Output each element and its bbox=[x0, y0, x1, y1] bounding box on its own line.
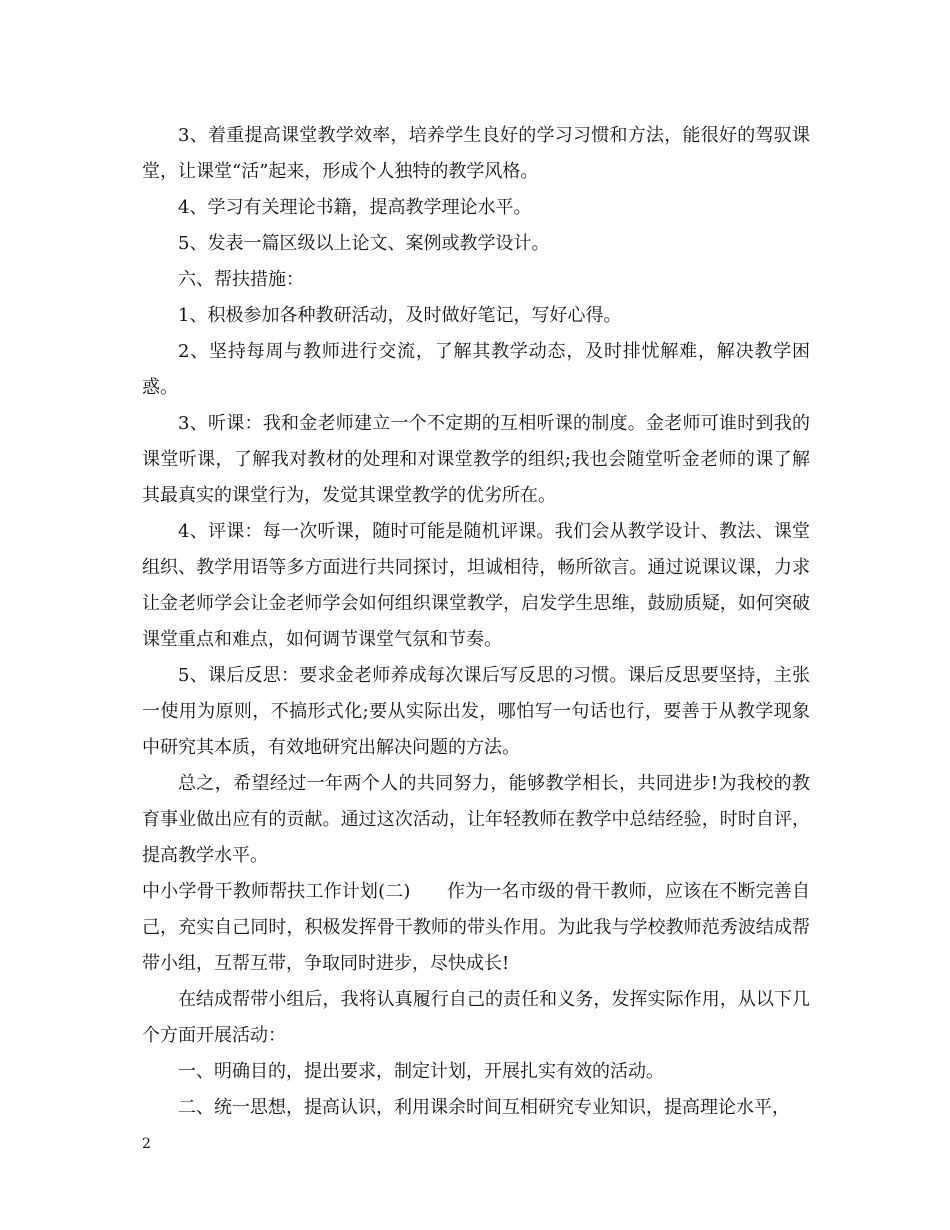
paragraph-goal-3: 3、着重提高课堂教学效率，培养学生良好的学习习惯和方法，能很好的驾驭课堂，让课堂“活”起来，形成个人独特的教学风格。 bbox=[142, 125, 810, 182]
paragraph-measure-3: 3、听课：我和金老师建立一个不定期的互相听课的制度。金老师可谁时到我的课堂听课，了解我对教材的处理和对课堂教学的组织;我也会随堂听金老师的课了解其最真实的课堂行为，发觉其课堂教学的优劣所在。 bbox=[142, 413, 810, 506]
page-number: 2 bbox=[142, 1136, 151, 1152]
paragraph-measure-1: 1、积极参加各种教研活动，及时做好笔记，写好心得。 bbox=[178, 305, 622, 326]
paragraph-measure-5: 5、课后反思：要求金老师养成每次课后写反思的习惯。课后反思要坚持，主张一使用为原则，不搞形式化;要从实际出发，哪怕写一句话也行，要善于从教学现象中研究其本质，有效地研究出解决问题的方法。 bbox=[142, 665, 810, 758]
paragraph-activity-2: 二、统一思想，提高认识，利用课余时间互相研究专业知识，提高理论水平， bbox=[178, 1097, 790, 1118]
paragraph-measure-2: 2、坚持每周与教师进行交流，了解其教学动态，及时排忧解难，解决教学困惑。 bbox=[142, 341, 810, 398]
paragraph-activities-intro: 在结成帮带小组后，我将认真履行自己的责任和义务，发挥实际作用，从以下几个方面开展活动： bbox=[142, 989, 810, 1046]
document-body bbox=[142, 118, 810, 1126]
paragraph-plan-two-intro: 中小学骨干教师帮扶工作计划(二) 作为一名市级的骨干教师，应该在不断完善自己，充实自己同时，积极发挥骨干教师的带头作用。为此我与学校教师范秀波结成帮带小组，互帮互带，争取同时进步，尽快成长! bbox=[142, 881, 810, 974]
paragraph-summary: 总之，希望经过一年两个人的共同努力，能够教学相长，共同进步!为我校的教育事业做出应有的贡献。通过这次活动，让年轻教师在教学中总结经验，时时自评，提高教学水平。 bbox=[142, 773, 810, 866]
paragraph-measure-4: 4、评课：每一次听课，随时可能是随机评课。我们会从教学设计、教法、课堂组织、教学用语等多方面进行共同探讨，坦诚相待，畅所欲言。通过说课议课，力求让金老师学会让金老师学会如何组织课堂教学，启发学生思维，鼓励质疑，如何突破课堂重点和难点，如何调节课堂气氛和节奏。 bbox=[142, 521, 810, 650]
paragraph-activity-1: 一、明确目的，提出要求，制定计划，开展扎实有效的活动。 bbox=[178, 1061, 664, 1082]
paragraph-goal-5: 5、发表一篇区级以上论文、案例或教学设计。 bbox=[178, 233, 550, 254]
section-heading-measures: 六、帮扶措施： bbox=[178, 269, 304, 290]
paragraph-goal-4: 4、学习有关理论书籍，提高教学理论水平。 bbox=[178, 197, 532, 218]
